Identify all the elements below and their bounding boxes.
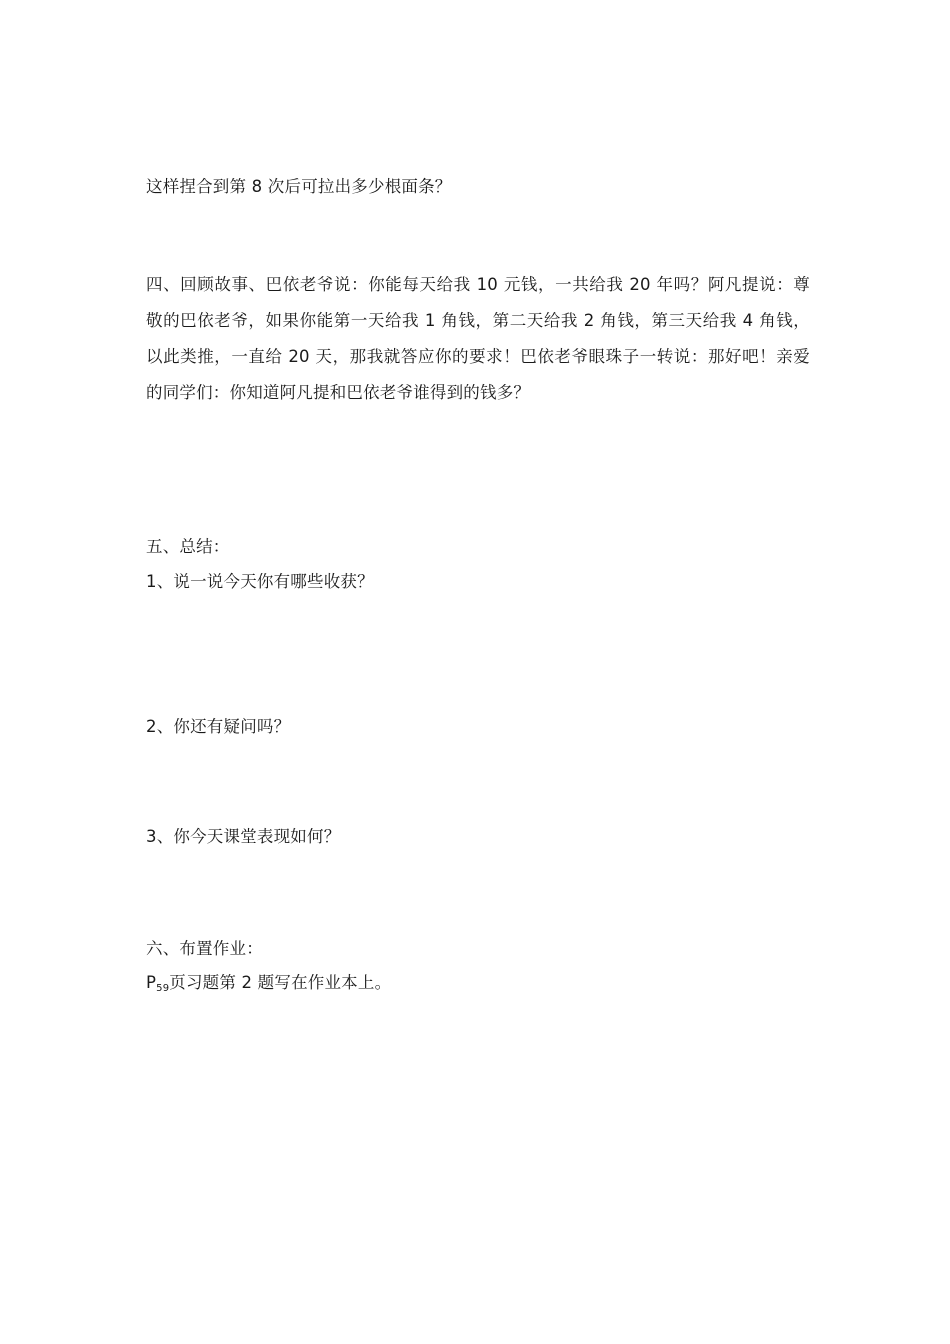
question-eighth-fold: 这样捏合到第 8 次后可拉出多少根面条？	[146, 177, 452, 196]
homework-prefix: P	[146, 973, 157, 992]
summary-item-2: 2、你还有疑问吗？	[146, 717, 291, 736]
section-six-heading: 六、布置作业：	[146, 939, 263, 958]
section-four-story: 四、回顾故事、巴依老爷说：你能每天给我 10 元钱，一共给我 20 年吗？阿凡提说：尊敬的巴依老爷，如果你能第一天给我 1 角钱，第二天给我 2 角钱，第三天给我 4 角钱，以此类推，一直给 20 天，那我就答应你的要求！巴依老爷眼珠子一转说：那好吧！亲爱的同学们：你知道阿凡提和巴依老爷谁得到的钱多？	[146, 275, 810, 402]
homework-page-number: 59	[156, 983, 170, 994]
section-five-heading: 五、总结：	[146, 537, 230, 556]
summary-item-3: 3、你今天课堂表现如何？	[146, 827, 341, 846]
homework-line	[146, 973, 816, 999]
summary-item-1: 1、说一说今天你有哪些收获？	[146, 572, 374, 591]
homework-text: 页习题第 2 题写在作业本上。	[169, 973, 392, 992]
